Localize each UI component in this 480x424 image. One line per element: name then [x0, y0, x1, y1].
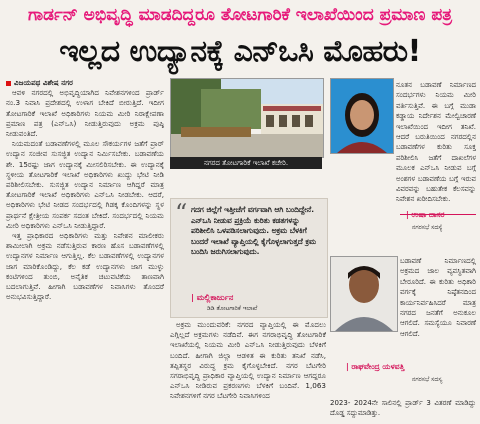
paragraph: ಇತ್ತ ಪ್ರಾಧಿಕಾರದ ಅಧಿಕಾರಿಗಳು ಮತ್ತು ನಿವೇಶನ ಮಾಲೀಕರು ಶಾಮೀಲಾಗಿ ಅಕ್ರಮ ನಡೆಸುತ್ತಿರುವ ಕಾರಣ ಹೊಸ ಬಡಾವಣೆಗಳಲ್ಲಿ ಉದ್ಯಾನಗಳ ನಿರ್ಮಾಣ ಆಗುತ್ತಿಲ್ಲ. ಕೆಲ ಬಡಾವಣೆಗಳಲ್ಲಿ ಉದ್ಯಾನಗಳ ಜಾಗ ಮಾರಿಕೊಂಡಿದ್ದು, ಕೆಲ ಕಡೆ ಉದ್ಯಾನಗಳು ಜಾಗ ಮುಳ್ಳು ಕಂಟಿಗಳಿಂದ ತುಂಬಿ, ಅನೈತಿಕ ಚಟುವಟಿಕೆಯ ತಾಣವಾಗಿ ಬದಲಾಗುತ್ತಿವೆ. ಹೀಗಾಗಿ ಬಡಾವಣೆಗಳ ನಿವಾಸಿಗಳು ತೊಂದರೆ ಅನುಭವಿಸುತ್ತಿದ್ದಾರೆ. — [6, 231, 164, 302]
comment-1-author: | ಉಷಾ ದಾಸರ — [406, 210, 445, 219]
comment-2-author: | ರಾಘವೇಂದ್ರ ಯಳವತ್ತಿ — [346, 362, 405, 371]
headline: ಇಲ್ಲದ ಉದ್ಯಾನಕ್ಕೆ ಎನ್‌ಒಸಿ ಮೊಹರು! — [59, 34, 421, 69]
paragraph: ಆವಳಿ ನಗರದಲ್ಲಿ ಅಭಿವೃದ್ಧಿಯಾಗಿದ ನಿವೇಶನಗಳಿಂದ ಪ್ರಾರ್ಡ್‌ ನಂ.3 ನಿವಾಸಿ ಪ್ರದೇಶದಲ್ಲಿ ಉಳಾಗ ಬೇಕಿದೆ ಬೀರುತ್ತಿದೆ. ಇದೀಗ ತೋಟಗಾರಿಕೆ ಇಲಾಖೆ ಅಧಿಕಾರಿಗಳು ನಿಯಮ ಮೀರಿ ನಿರಾಕ್ಷೇಪಣಾ ಪ್ರಮಾಣ ಪತ್ರ (ಎನ್‌ಒಸಿ) ನೀಡುತ್ತಿರುವುದು ಅಕ್ರಮ ಪುಷ್ಠಿ ನೀಡುವಂತಿದೆ. — [6, 88, 164, 139]
comment-1 — [396, 80, 476, 204]
man-portrait-image — [331, 257, 397, 331]
footer-text-content: 2023- 2024ನೇ ಸಾಲಿನಲ್ಲಿ ಪ್ರಾರ್ಡ್ 3 ವಿತರಣೆ ಮಾಡಿದ್ದು ದೊಡ್ಡ ಸದ್ದುಮಾಡಿತ್ತು. — [330, 399, 476, 418]
paragraph: ನಿಯಮದಂತೆ ಬಡಾವಣೆಗಳಲ್ಲಿ ಮೂಲ ಸೌಕರ್ಯಗಳ ಜತೆಗೆ ಪ್ರಾರ್ ಉದ್ಯಾನ ಸಂಜೀವ ಸುಸಜ್ಜಿತ ಉದ್ಯಾನ ನಿರ್ಮಿಸಬೇಕು. ಬಡಾವಣೆಯ ಶೇ. 15ರಷ್ಟು ಜಾಗ ಉದ್ಯಾನಕ್ಕೆ ಮೀಸಲಿರಿಸಬೇಕು. ಈ ಉದ್ಯಾನಕ್ಕೆ ಸ್ಥಳೀಯ ತೋಟಗಾರಿಕೆ ಇಲಾಖೆ ಅಧಿಕಾರಿಗಳು ಖುದ್ದು ಭೇಟಿ ನೀಡಿ ಪರಿಶೀಲಿಸಬೇಕು. ಸುಸಜ್ಜಿತ ಉದ್ಯಾನ ನಿರ್ಮಾಣ ಆಗಿದ್ದರೆ ಮಾತ್ರ ತೋಟಗಾರಿಕೆ ಇಲಾಖೆ ಅಧಿಕಾರಿಗಳು ಎನ್‌ಒಸಿ ನೀಡಬೇಕು. ಆದರೆ, ಅಧಿಕಾರಿಗಳು ಭೇಟಿ ನೀಡದ ಸಂದರ್ಭದಲ್ಲಿ ಗಿಡಕ್ಕ ಕೊಂದಿಗಳನ್ನು ಸ್ಥಳ ಪ್ರಾರ್ಥನೆ ಕ್ಷೇತ್ರೀಯ ಸಂಪರ್ಕ ಸದಂತ ಬೇಕಿದೆ. ಸಂದರ್ಭದಲ್ಲಿ ನಿಯಮ ಮೀರಿ ಅಧಿಕಾರಿಗಳು ಎನ್‌ಒಸಿ ನೀಡುತ್ತಿದ್ದಾರೆ. — [6, 139, 164, 230]
article-column-2 — [170, 320, 326, 424]
quote-author-title: ಡಿಡಿ ತೋಟಗಾರಿಕೆ ಇಲಾಖೆ — [207, 305, 258, 312]
comment-1-author-title: ನಗರಸಭೆ ಸದಸ್ಯೆ — [412, 224, 443, 231]
footer-text — [330, 398, 476, 424]
article-column-1 — [6, 78, 164, 424]
quote-author-name: ಮಲ್ಲಿಕಾರ್ಜುನ — [196, 293, 234, 302]
comment-2 — [400, 256, 476, 338]
comment-2-text: ಬಡಾವಣೆ ನಿರ್ಮಾಣದಲ್ಲಿ ಅಕ್ರಮದ ಜಾಲ ವ್ಯವಸ್ಥಿತವಾಗಿ ಬೇರೂರಿದೆ. ಈ ಕುರಿತು ಅಧಿಕಾರಿ ವರ್ಗಕ್ಕೆ ನಿಷ್ಠೆತನದಿಂದ ಕಾರ್ಯನಿರ್ವಹಿಸಿದರೆ ಮಾತ್ರ ನಗರದ ಜನತೆಗೆ ಅನುಕೂಲ ಆಗಲಿದೆ. ಸಮಸ್ಯೆಯೂ ನಿವಾರಣೆ ಆಗಲಿದೆ. — [400, 257, 476, 338]
comment-2-author-title: ನಗರಸಭೆ ಸದಸ್ಯ — [412, 376, 443, 383]
office-building-image — [171, 79, 323, 157]
dateline — [6, 78, 164, 88]
quote-author: | ಮಲ್ಲಿಕಾರ್ಜುನ — [191, 293, 234, 302]
headline-kicker: ಗಾರ್ಡನ್ ಅಭಿವೃದ್ಧಿ ಮಾಡದಿದ್ದರೂ ತೋಟಗಾರಿಕೆ ಇಲಾಖೆಯಿಂದ ಪ್ರಮಾಣ ಪತ್ರ — [27, 5, 453, 25]
office-photo — [170, 78, 324, 158]
paragraph: ಅಕ್ರಮ ಮುಂದುವರಿಕೆ: ನಗರದ ವ್ಯಾಪ್ತಿಯಲ್ಲಿ ಈ ಮೊದಲು ಎಗ್ಗಿಲ್ಲದೆ ಅಕ್ರಮಗಳು ನಡೆದಿವೆ. ಈಗ ನಗರಾಭಿವೃದ್ಧಿ ತೋಟಗಾರಿಕೆ ಇಲಾಖೆಯಲ್ಲಿ ನಿಯಮ ಮೀರಿ ಎನ್‌ಒಸಿ ನೀಡುತ್ತಿರುವುದು ಬೆಳಕಿಗೆ ಬಂದಿದೆ. ಹೀಗಾಗಿ ಜಿಲ್ಲಾ ಆಡಳಿತ ಈ ಕುರಿತು ತನಿಖೆ ನಡೆಸಿ, ತಪ್ಪಿತಸ್ಥರ ವಿರುದ್ಧ ಕ್ರಮ ಕೈಗೊಳ್ಳಬೇಕಿದೆ. ನಗರ ಬೆಟಗೇರಿ ಸಗರಾಭಿವೃದ್ಧಿ ಪ್ರಾಧಿಕಾರ ವ್ಯಾಪ್ತಿಯಲ್ಲಿ ಉದ್ಯಾನ ನಿರ್ಮಾಣ ಆಗದ್ದರೂ ಎನ್‌ಒಸಿ ನೀಡಿರುವ ಪ್ರಕರಣಗಳು ಬೆಳಕಿಗೆ ಬಂದಿವೆ. 1,063 ನಿವೇಶನಗಳಿಗೆ ನಗರ ಬೆಟಗೇರಿ ನಿವಾಸಿಗಳಿಂದ — [170, 320, 326, 401]
avatar — [330, 256, 398, 332]
quote-box — [170, 198, 328, 318]
photo-caption: ನಗರದ ತೋಟಗಾರಿಕೆ ಇಲಾಖೆ ಕಚೇರಿ. — [170, 157, 322, 169]
quote-text: ಗದಗ ಜಿಲ್ಲೆಗೆ ಇತ್ತೀಚೆಗೆ ವರ್ಗವಾಗಿ ಆಗಿ ಬಂದಿದ್ದೇನೆ. ಎನ್‌ಒಸಿ ನೀಡುವ ಪ್ರಕ್ರಿಯೆ ಕುರಿತು ಕಡತಗಳನ್ನು ಪರಿಶೀಲಿಸಿ ಒಳಪಡಿಸಲಾಗುವುದು. ಅಕ್ರಮ ಬೆಳಕಿಗೆ ಬಂದರೆ ಇಲಾಖೆ ವ್ಯಾಪ್ತಿಯಲ್ಲಿ ಕೈಗೊಳ್ಳಲಾಗುತ್ತದೆ ಕ್ರಮ ಬಂದಿಸಿ ಜರುಗಿಸಲಾಗುವುದು. — [191, 205, 317, 257]
dateline-text: ವಿಜಯಪಥ ವಿಶೇಷ ನಗರ — [14, 78, 73, 87]
quote-mark-icon: “ — [175, 199, 188, 227]
square-bullet-icon — [6, 81, 11, 86]
comment-1-author-name: ಉಷಾ ದಾಸರ — [411, 210, 445, 219]
comment-2-author-name: ರಾಘವೇಂದ್ರ ಯಳವತ್ತಿ — [351, 362, 405, 371]
comment-1-continued — [330, 140, 476, 212]
comment-1-text: ನೂತನ ಬಡಾವಣೆ ನಿರ್ಮಾಣದ ಸಂದರ್ಭಗಳು ನಿಯಮ ಮೀರಿ ವರ್ತಿಸುತ್ತಿವೆ. ಈ ಬಗ್ಗೆ ಮುಡಾ ಕಡ್ಡಾಯ ನಿರ್ದೇಶನ ಮೇಲ್ವಿಚಾರಣೆ ಇಲಾಖೆಯಿಂದ ಇದೀಗ ತನಿಖೆ. ಆದರೆ ಬರುತಿಯಿಂದ ನಗರದಲ್ಲಿನ ಬಡಾವಣೆಗಳ ಕುರಿತು ಸೂಕ್ತ ಪರಿಶೀಲಿಸಿ ಜತೆಗೆ ದಾಖಲೆಗಳ ಮೂಲಕ ಎನ್‌ಒಸಿ ನೀಡುವ ಬಗ್ಗೆ ಅಂಶಗಳ ಬಡಾವಣೆಯ ಬಗ್ಗೆ ಇರುವ ವಿವರವನ್ನು ಬಹುತೇಕ ಕೆಲಸವನ್ನು ನಿವೇಶನ ಖರೀದಿಸಬೇಕು. — [396, 81, 476, 204]
